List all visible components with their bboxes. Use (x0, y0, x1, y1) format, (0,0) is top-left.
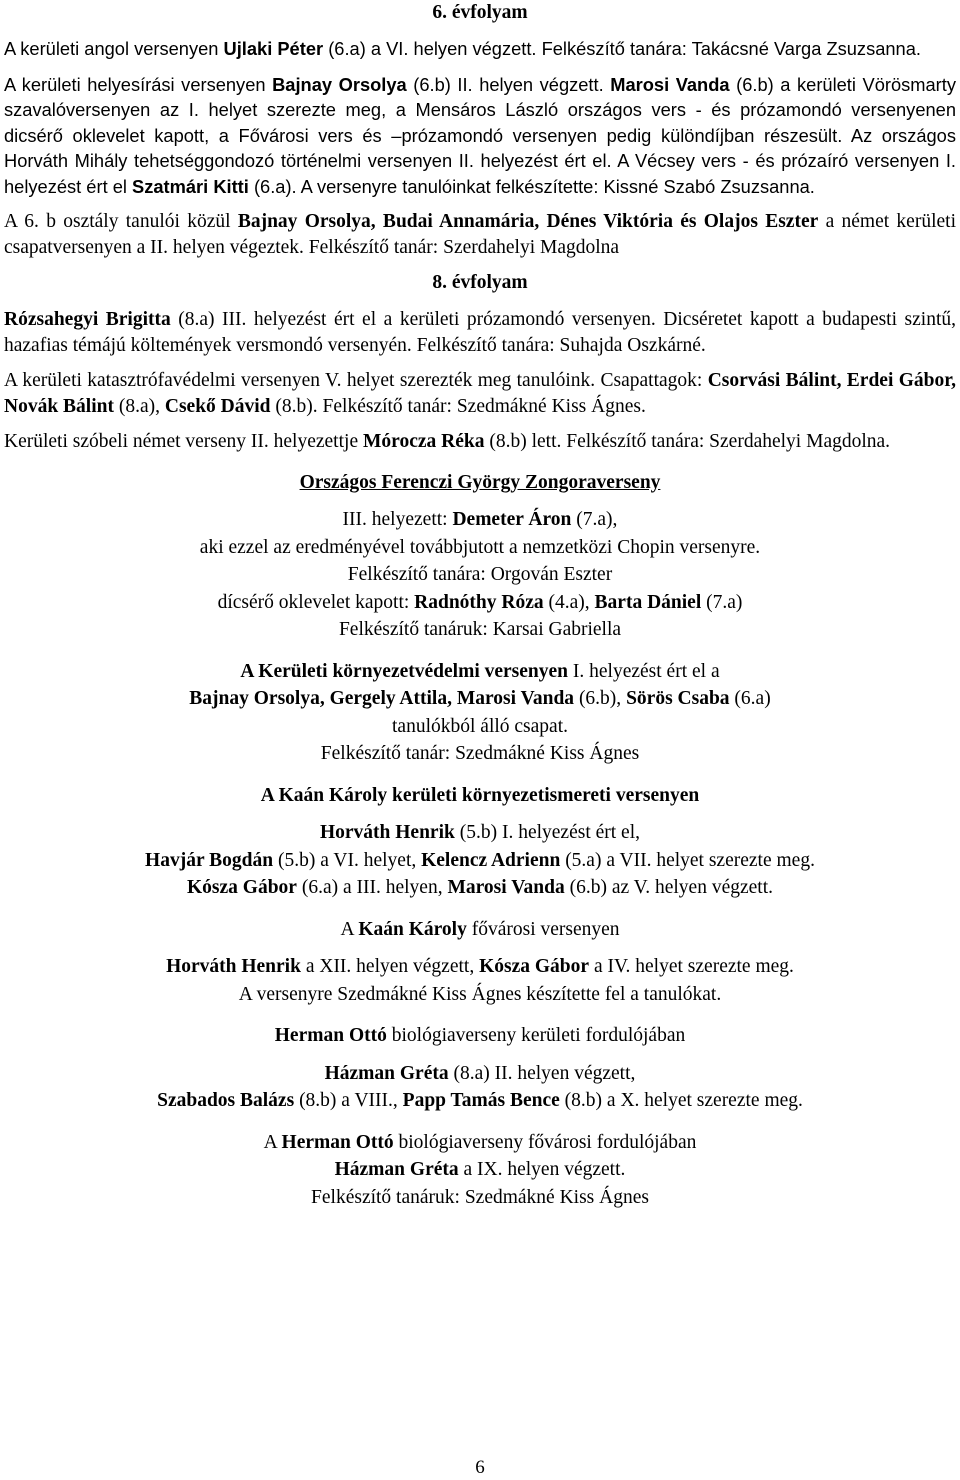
heading-grade6: 6. évfolyam (432, 2, 528, 23)
paragraph-disaster-management: A kerületi katasztrófavédelmi versenyen V. helyet szerezték meg tanulóink. Csapattagok: Csorvási Bálint, Erdei Gábor, Novák Bálint (8.a), Csekő Dávid (8.b). Felkészítő tanár: Szedmákné Kiss Ágnes. (4, 370, 956, 417)
section-herman-district: Herman Ottó biológiaverseny kerületi fordulójában Házman Gréta (8.a) II. helyen végzett, Szabados Balázs (8.b) a VIII., Papp Tamás Bence (8.b) a X. helyet szerezte meg. (157, 1025, 803, 1111)
document-page (4, 0, 956, 1211)
paragraph-english-competition: A kerületi angol versenyen Ujlaki Péter (6.a) a VI. helyen végzett. Felkészítő tanára: Takácsné Varga Zsuzsanna. (4, 38, 921, 59)
section-herman-capital: A Herman Ottó biológiaverseny fővárosi fordulójában Házman Gréta a IX. helyen végzett. Felkészítő tanáruk: Szedmákné Kiss Ágnes (263, 1131, 697, 1208)
paragraph-spelling-and-recitation: A kerületi helyesírási versenyen Bajnay Orsolya (6.b) II. helyen végzett. Marosi Vanda (6.b) a kerületi Vörösmarty szavalóversenyen az I. helyet szerezte meg, a Mensáros László országos vers - és prózamondó versenyenen dicsérő oklevelet kapott, a Fővárosi vers és –prózamondó versenyen pedig különdíjban részesült. Az országos Horváth Mihály tehetséggondozó történelmi versenyen II. helyezést ért el. A Vécsey vers - és prózaíró versenyen I. helyezést ért el Szatmári Kitti (6.a). A versenyre tanulóinkat felkészítette: Kissné Szabó Zsuzsanna. (4, 73, 956, 197)
piano-title: Országos Ferenczi György Zongoraverseny (299, 471, 661, 493)
paragraph-german-team: A 6. b osztály tanulói közül Bajnay Orsolya, Budai Annamária, Dénes Viktória és Olajos Eszter a német kerületi csapatversenyen a II. helyen végeztek. Felkészítő tanár: Szerdahelyi Magdolna (4, 211, 956, 258)
section-piano-competition: Országos Ferenczi György Zongoraverseny III. helyezett: Demeter Áron (7.a), aki ezzel az eredményével továbbjutott a nemzetközi Chopin versenyre. Felkészítő tanára: Orgován Eszter dícsérő oklevelet kapott: Radnóthy Róza (4.a), Barta Dániel (7.a) Felkészítő tanáruk: Karsai Gabriella (199, 471, 761, 640)
kaan-district-title: A Kaán Károly kerületi környezetismereti versenyen (260, 784, 700, 806)
section-kaan-district: A Kaán Károly kerületi környezetismereti versenyen Horváth Henrik (5.b) I. helyezést ért el, Havjár Bogdán (5.b) a VI. helyet, Kelencz Adrienn (5.a) a VII. helyet szerezte meg. Kósza Gábor (6.a) a III. helyen, Marosi Vanda (6.b) az V. helyen végzett. (145, 784, 815, 898)
paragraph-prose-recitation: Rózsahegyi Brigitta (8.a) III. helyezést ért el a kerületi prózamondó versenyen. Dicséretet kapott a budapesti szintű, hazafias témájú költemények versmondó versenyén. Felkészítő tanára: Suhajda Oszkárné. (4, 309, 956, 356)
heading-grade8: 8. évfolyam (432, 272, 528, 293)
page-number: 6 (475, 1457, 485, 1478)
section-kaan-capital: A Kaán Károly fővárosi versenyen Horváth Henrik a XII. helyen végzett, Kósza Gábor a IV. helyet szerezte meg. A versenyre Szedmákné Kiss Ágnes készítette fel a tanulókat. (166, 918, 794, 1005)
section-environmental-competition: A Kerületi környezetvédelmi versenyen I. helyezést ért el a Bajnay Orsolya, Gergely Attila, Marosi Vanda (6.b), Sörös Csaba (6.a) tanulókból álló csapat. Felkészítő tanár: Szedmákné Kiss Ágnes (189, 660, 771, 764)
paragraph-german-oral: Kerületi szóbeli német verseny II. helyezettje Mórocza Réka (8.b) lett. Felkészítő tanára: Szerdahelyi Magdolna. (4, 431, 891, 452)
